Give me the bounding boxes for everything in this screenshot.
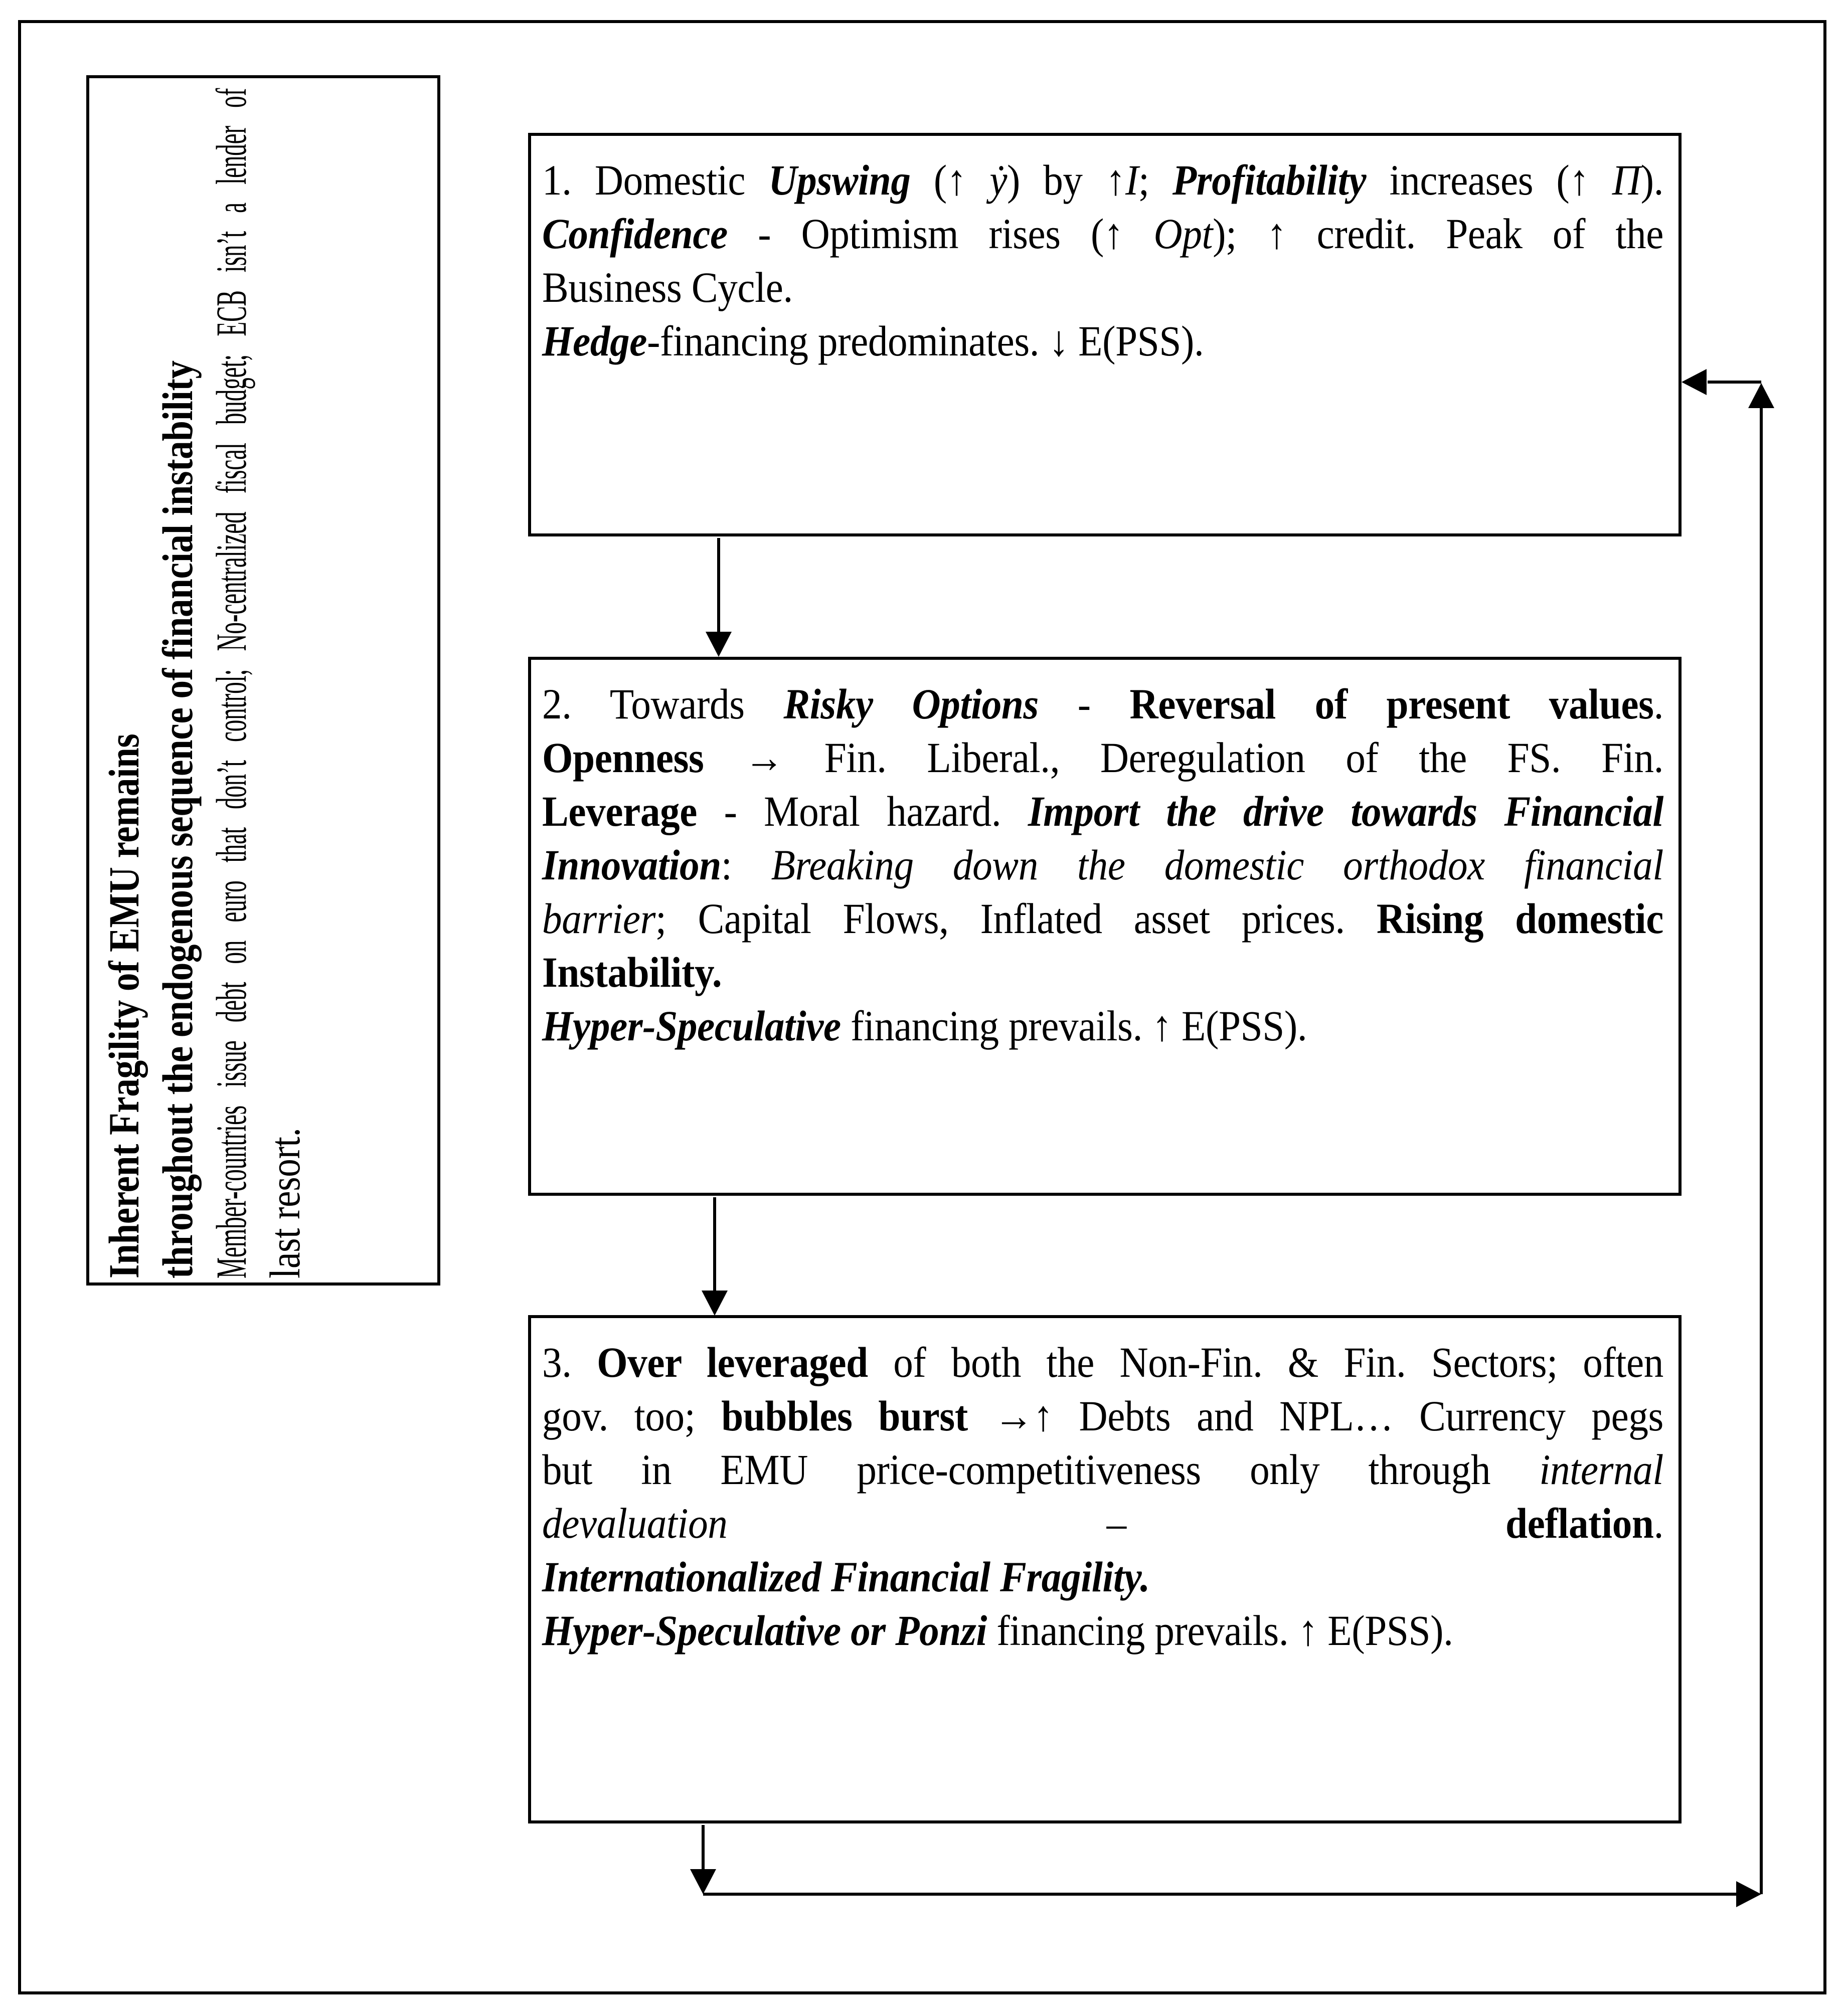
text-segment: Opt (1153, 210, 1213, 258)
text-segment: Confidence (542, 210, 728, 258)
text-segment: . (1653, 680, 1663, 728)
text-segment: - (1038, 680, 1130, 728)
text-segment: Hedge (542, 317, 647, 365)
text-segment: increases (↑ (1366, 156, 1612, 204)
text-segment: : (721, 841, 771, 889)
arrow-feedback-into-box1-icon (1682, 369, 1761, 395)
text-segment: Member-countries issue debt on euro that don’t control; No-centralized fiscal budget; ECB isn’t a lender of (207, 88, 255, 1278)
text-segment: Hyper-Speculative (542, 1002, 841, 1050)
arrow-box1-to-box2-icon (706, 538, 732, 657)
text-segment: barrier (542, 894, 656, 943)
text-segment: ) by ↑ (1007, 156, 1126, 204)
text-segment: ẏ (989, 156, 1008, 204)
arrow-feedback-bottom-icon (703, 1881, 1761, 1907)
text-segment: - Moral hazard. (697, 787, 1028, 835)
text-segment: Upswing (768, 156, 911, 204)
text-segment: -financing predominates. ↓ E(PSS). (647, 317, 1204, 365)
text-segment: I (1125, 156, 1139, 204)
arrow-box2-to-box3-icon (702, 1197, 728, 1316)
text-segment: Over leveraged (597, 1338, 868, 1386)
text-segment: Π (1612, 156, 1641, 204)
text-segment: (↑ (910, 156, 990, 204)
text-segment: financing prevails. ↑ E(PSS). (841, 1002, 1307, 1050)
text-segment: . (1653, 1499, 1663, 1547)
text-segment: internal (1539, 1445, 1663, 1494)
arrow-feedback-riser-icon (1748, 383, 1774, 1894)
text-segment: but in EMU price-competitiveness only through (542, 1445, 1540, 1494)
text-segment: deflation (1505, 1499, 1654, 1547)
arrow-box3-down-icon (690, 1825, 716, 1894)
text-segment: devaluation (542, 1499, 728, 1547)
text-segment: Hyper-Speculative or Ponzi (542, 1606, 987, 1655)
text-segment: - Optimism rises (↑ (727, 210, 1154, 258)
text-segment: – (727, 1499, 1505, 1547)
text-segment: gov. too; (542, 1392, 722, 1440)
text-segment: Leverage (542, 787, 697, 835)
text-segment: Business Cycle. (542, 263, 793, 311)
text-segment: ). (1640, 156, 1663, 204)
text-segment: Inherent Fragility of EMU remains (100, 734, 148, 1278)
text-segment: 2. Towards (542, 680, 784, 728)
text-segment: Reversal of present values (1129, 680, 1654, 728)
text-segment: Profitability (1172, 156, 1367, 204)
text-segment: throughout the endogenous sequence of financial instability (153, 360, 202, 1278)
text-segment: ); ↑ credit. Peak of the (1213, 210, 1664, 258)
text-segment: of both the Non-Fin. & Fin. Sectors; often (868, 1338, 1663, 1386)
text-segment: Openness (542, 734, 704, 782)
text-segment: ; (1138, 156, 1172, 204)
text-segment: Innovation (542, 841, 721, 889)
text-segment: Internationalized Financial Fragility. (542, 1553, 1150, 1601)
text-segment: Breaking down the domestic orthodox financial (771, 841, 1663, 889)
text-segment: Import the drive towards Financial (1028, 787, 1663, 835)
text-segment: Instability. (542, 948, 722, 996)
text-segment: →↑ Debts and NPL… Currency pegs (967, 1392, 1663, 1440)
text-segment: bubbles burst (721, 1392, 968, 1440)
text-segment: 3. (542, 1338, 597, 1386)
text-segment: ; Capital Flows, Inflated asset prices. (655, 894, 1377, 943)
text-segment: Rising domestic (1376, 894, 1663, 943)
text-segment: → Fin. Liberal., Deregulation of the FS. Fin. (704, 734, 1663, 782)
text-segment: financing prevails. ↑ E(PSS). (987, 1606, 1453, 1655)
text-segment: 1. Domestic (542, 156, 769, 204)
text-segment: last resort. (261, 1128, 309, 1278)
text-segment: Risky Options (783, 680, 1039, 728)
